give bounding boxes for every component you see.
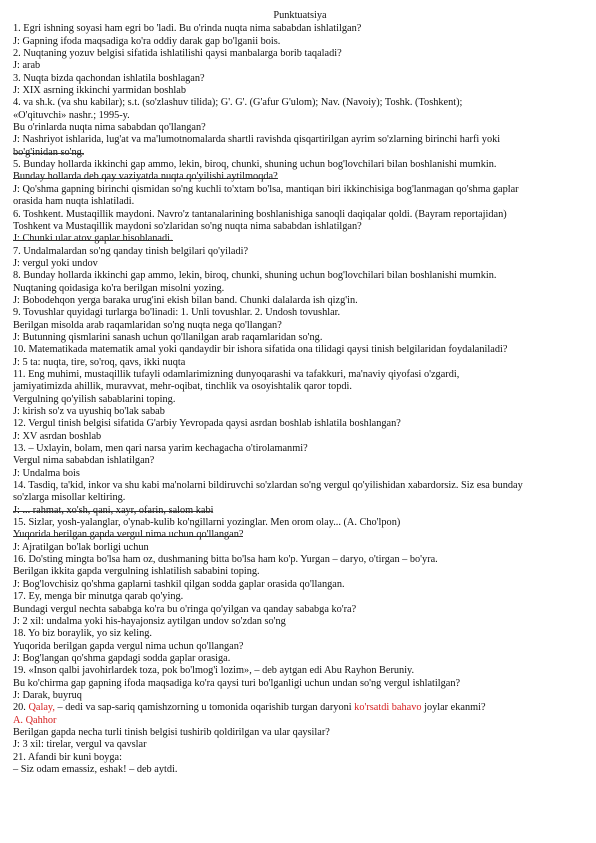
text-line-content: J: arab [13,60,41,72]
text-line [13,443,587,455]
text-line-content: J: Gapning ifoda maqsadiga ko'ra oddiy darak gap bo'lganii bois. [13,35,281,47]
text-line [13,628,587,640]
text-line: – Siz odam emassiz, eshak! – deb aytdi. [13,763,178,775]
q20-line: 20. Qalay, – dedi va sap-sariq qamishzorning u tomonida oqarishib turgan daryoni ko'rsatdi bahavo joylar ekanmi? [13,702,486,714]
text-line [13,283,587,295]
text-line-content: Toshkent va Mustaqillik maydoni so'zlaridan so'ng nuqta nima sababdan ishlatilgan? [13,220,362,232]
text-line [13,369,587,381]
text-line-content: 10. Matematikada matematik amal yoki qandaydir bir ishora sifatida ona tilidagi qaysi tinish belgilaridan foydalaniladi? [13,344,508,356]
text-line [13,246,587,258]
text-line [13,579,587,591]
text-line [13,665,587,677]
text-line-content: 5. Bunday hollarda ikkinchi gap ammo, lekin, biroq, chunki, shuning uchun bog'lovchilari bilan boshlanishi mumkin. [13,159,497,171]
text-line [13,690,587,702]
text-line-content: J: 2 xil: undalma yoki his-hayajonsiz aytilgan undov so'zdan so'ng [13,615,286,627]
text-line [13,73,587,85]
text-line-content: J: Darak, buyruq [13,689,82,701]
text-line-content: Yuqorida berilgan gapda vergul nima uchun qo'llangan? [13,640,244,652]
text-line-content: Vergulning qo'yilish sabablarini toping. [13,393,176,405]
text-line [13,431,587,443]
text-line: J: 3 xil: tirelar, vergul va qavslar [13,739,147,751]
text-line-content: J: Bobodehqon yerga baraka urug'ini ekish bilan band. Chunki dalalarda ish qizg'in. [13,294,358,306]
text-line [13,381,587,393]
text-line [13,122,587,134]
text-line-content: 11. Eng muhimi, mustaqillik tufayli odamlarimizning dunyoqarashi va tafakkuri, ma'naviy qiyofasi o'zgardi, [13,368,460,380]
document-body [13,23,587,702]
text-line-content: 1. Egri ishning soyasi ham egri bo 'ladi. Bu o'rinda nuqta nima sababdan ishlatilgan? [13,23,362,35]
text-line [13,468,587,480]
text-line [13,566,587,578]
text-line-content: J: ... rahmat, xo'sh, qani, xayr, ofarin, salom kabi [13,504,214,516]
text-line [13,23,587,35]
document-tail [13,727,587,776]
text-line [13,36,587,48]
text-line [13,616,587,628]
text-line [13,678,587,690]
text-line-content: 7. Undalmalardan so'ng qanday tinish belgilari qo'yiladi? [13,245,249,257]
text-line [13,85,587,97]
document [13,10,587,776]
text-line [13,48,587,60]
text-line [13,110,587,122]
text-line [13,517,587,529]
text-line-content: 6. Toshkent. Mustaqillik maydoni. Navro'z tantanalarining boshlanishiga sanoqli daqiqalar qoldi. (Bayram reportajidan) [13,208,507,220]
text-line-content: 17. Ey, menga bir minutga qarab qo'ying. [13,591,184,603]
text-line-content: Vergul nima sababdan ishlatilgan? [13,455,155,467]
text-line [13,159,587,171]
text-line-content: 19. «Inson qalbi javohirlardek toza, pok bo'lmog'i lozim», – deb aytgan edi Abu Rayhon Beruniy. [13,665,415,677]
text-line-content: J: 5 ta: nuqta, tire, so'roq, qavs, ikki nuqta [13,356,186,368]
text-line-content: so'zlarga misollar keltiring. [13,492,126,504]
text-line-content: J: Qo'shma gapning birinchi qismidan so'ng kuchli to'xtam bo'lsa, mantiqan biri ikkinchisiga bog'lanmagan qo'shma gaplar [13,183,519,195]
text-line-content: orasida ham nuqta ishlatiladi. [13,196,135,208]
text-line [13,97,587,109]
text-line [13,332,587,344]
text-line [13,171,587,183]
q20-middle: – dedi va sap-sariq qamishzorning u tomonida oqarishib turgan daryoni [54,702,355,714]
text-line-content: Berilgan misolda arab raqamlaridan so'ng nuqta nega qo'llangan? [13,319,282,331]
text-line [13,357,587,369]
text-line-content: Yuqorida berilgan gapda vergul nima uchun qo'llangan? [13,529,244,541]
text-line [13,505,587,517]
text-line [13,394,587,406]
text-line [13,344,587,356]
text-line-content: 8. Bunday hollarda ikkinchi gap ammo, lekin, biroq, chunki, shuning uchun bog'lovchilari bilan boshlanishi mumkin. [13,270,497,282]
text-line-content: 9. Tovushlar quyidagi turlarga bo'linadi: 1. Unli tovushlar. 2. Undosh tovushlar. [13,307,341,319]
text-line-content: Bu ko'chirma gap gapning ifoda maqsadiga ko'ra qaysi turi bo'lganligi uchun undan so'ng vergul ishlatilgan? [13,677,461,689]
text-line-content: Bu o'rinlarda nuqta nima sababdan qo'llangan? [13,122,206,134]
text-line-content: 14. Tasdiq, ta'kid, inkor va shu kabi ma'nolarni bildiruvchi so'zlardan so'ng vergul qo'yilishidan xabardorsiz. Siz esa bunday [13,480,523,492]
text-line-content: Nuqtaning qoidasiga ko'ra berilgan misolni yozing. [13,282,225,294]
text-line [13,542,587,554]
q20-red-lead: Qalay, [28,702,55,714]
text-line [13,320,587,332]
text-line-content: J: Chunki ular atov gaplar hisoblanadi. [13,233,173,245]
text-line [13,221,587,233]
text-line [13,418,587,430]
text-line-content: 18. Yo biz boraylik, yo siz keling. [13,628,153,640]
text-line [13,134,587,146]
text-line-content: Berilgan ikkita gapda vergulning ishlatilish sababini toping. [13,566,260,578]
text-line-content: 13. – Uxlayin, bolam, men qari narsa yarim kechagacha o'tirolamanmi? [13,443,308,455]
q20-red-word: ko'rsatdi bahavo [354,702,422,714]
text-line [13,653,587,665]
text-line [13,406,587,418]
text-line-content: Bundagi vergul nechta sababga ko'ra bu o'ringa qo'yilgan va qanday sababga ko'ra? [13,603,357,615]
text-line [13,492,587,504]
text-line-content: 2. Nuqtaning yozuv belgisi sifatida ishlatilishi qaysi manbalarga borib taqaladi? [13,48,342,60]
text-line [13,270,587,282]
text-line-content: J: XV asrdan boshlab [13,430,102,442]
text-line-content: 3. Nuqta bizda qachondan ishlatila boshlagan? [13,72,205,84]
text-line [13,196,587,208]
text-line-content: 12. Vergul tinish belgisi sifatida G'arbiy Yevropada qaysi asrdan boshlab ishlatila boshlangan? [13,418,401,430]
text-line [13,233,587,245]
text-line [13,60,587,72]
page-title: Punktuatsiya [273,10,327,21]
text-line-content: bo'g'inidan so'ng. [13,146,85,158]
text-line: 21. Afandi bir kuni boyga: [13,751,122,763]
text-line-content: Bunday hollarda deb qay vaziyatda nuqta qo'yilishi aytilmoqda? [13,171,278,183]
text-line-content: J: Ajratilgan bo'lak borligi uchun [13,541,149,553]
q20-tail: joylar ekanmi? [421,702,486,714]
text-line-content: J: Butunning qismlarini sanash uchun qo'llanilgan arab raqamlaridan so'ng. [13,331,323,343]
text-line-content: J: Bog'lovchisiz qo'shma gaplarni tashkil qilgan sodda gaplar orasida qo'llangan. [13,578,345,590]
text-line [13,529,587,541]
text-line [13,295,587,307]
text-line-content: J: XIX asrning ikkinchi yarmidan boshlab [13,85,187,97]
text-line [13,258,587,270]
text-line-content: J: kirish so'z va uyushiq bo'lak sabab [13,406,165,417]
text-line-content: J: Nashriyot ishlarida, lug'at va ma'lumotnomalarda shartli ravishda qisqartirilgan ayrim so'zlarning birinchi harfi yoki [13,134,501,146]
text-line [13,455,587,467]
text-line-content: 16. Do'sting mingta bo'lsa ham oz, dushmaning bitta bo'lsa ham ko'p. Yurgan – daryo, o'tirgan – bo'yra. [13,554,438,566]
text-line [13,641,587,653]
text-line: Berilgan gapda necha turli tinish belgisi tushirib qoldirilgan va ular qaysilar? [13,726,330,738]
text-line [13,147,587,159]
text-line [13,480,587,492]
q20-author: A. Qahhor [13,714,57,726]
text-line-content: jamiyatimizda ahillik, muravvat, mehr-oqibat, tinchlik va osoyishtalik qaror topdi. [13,381,352,393]
text-line [13,604,587,616]
text-line-content: «O'qituvchi» nashr.; 1995-y. [13,109,130,121]
text-line [13,209,587,221]
text-line-content: 4. va sh.k. (va shu kabilar); s.t. (so'zlashuv tilida); G'. G'. (G'afur G'ulom); Nav. (Navoiy); Toshk. (Toshkent); [13,97,463,109]
text-line [13,184,587,196]
text-line [13,307,587,319]
text-line [13,554,587,566]
text-line-content: J: Bog'langan qo'shma gapdagi sodda gaplar orasiga. [13,652,231,664]
text-line-content: J: Undalma bois [13,467,80,479]
text-line [13,591,587,603]
text-line-content: 15. Sizlar, yosh-yalanglar, o'ynab-kulib ko'ngillarni yozinglar. Men orom olay... (A. Cho'lpon) [13,517,401,529]
text-line-content: J: vergul yoki undov [13,257,98,269]
